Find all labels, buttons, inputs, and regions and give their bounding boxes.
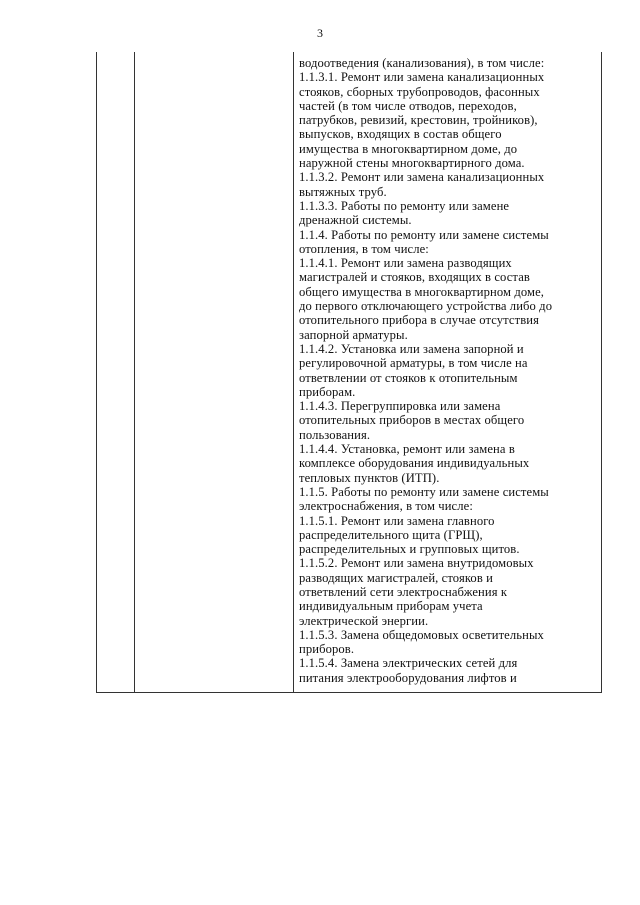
text-line: регулировочной арматуры, в том числе на xyxy=(299,356,528,371)
text-line: запорной арматуры. xyxy=(299,327,408,342)
text-line: отопительных приборов в местах общего xyxy=(299,413,525,428)
text-line: питания электрооборудования лифтов и xyxy=(299,670,517,685)
text-line: разводящих магистралей, стояков и xyxy=(299,570,493,585)
text-line: дренажной системы. xyxy=(299,213,412,228)
text-line: до первого отключающего устройства либо до xyxy=(299,299,553,314)
text-line: имущества в многоквартирном доме, до xyxy=(299,141,518,156)
text-line: магистралей и стояков, входящих в состав xyxy=(299,270,530,285)
text-line: 1.1.5.3. Замена общедомовых осветительных xyxy=(299,627,544,642)
text-line: вытяжных труб. xyxy=(299,184,387,199)
text-line: пользования. xyxy=(299,427,371,442)
column-divider-2 xyxy=(293,52,294,692)
text-line: тепловых пунктов (ИТП). xyxy=(299,470,440,485)
text-line: стояков, сборных трубопроводов, фасонных xyxy=(299,84,540,99)
text-line: 1.1.3.3. Работы по ремонту или замене xyxy=(299,198,510,213)
text-line: водоотведения (канализования), в том числе: xyxy=(299,56,545,70)
text-line: ответвлений сети электроснабжения к xyxy=(299,584,508,599)
text-line: приборам. xyxy=(299,384,356,399)
text-line: 1.1.3.2. Ремонт или замена канализационных xyxy=(299,170,545,185)
text-line: ответвлении от стояков к отопительным xyxy=(299,370,518,385)
text-line: 1.1.4.4. Установка, ремонт или замена в xyxy=(299,442,515,457)
text-line: патрубков, ревизий, крестовин, тройников), xyxy=(299,113,538,128)
text-line: выпусков, входящих в состав общего xyxy=(299,127,502,142)
text-line: 1.1.4.3. Перегруппировка или замена xyxy=(299,399,501,414)
column-divider-1 xyxy=(134,52,135,692)
text-line: 1.1.5.1. Ремонт или замена главного xyxy=(299,513,495,528)
text-line: 1.1.4.2. Установка или замена запорной и xyxy=(299,341,524,356)
text-line: 1.1.3.1. Ремонт или замена канализационных xyxy=(299,70,545,85)
text-line: отопительного прибора в случае отсутствия xyxy=(299,313,539,328)
text-line: индивидуальным приборам учета xyxy=(299,599,483,614)
text-line: общего имущества в многоквартирном доме, xyxy=(299,284,545,299)
text-line: приборов. xyxy=(299,642,355,657)
text-line: электрической энергии. xyxy=(299,613,429,628)
text-line: наружной стены многоквартирного дома. xyxy=(299,156,525,171)
document-table xyxy=(96,52,602,693)
page-number: 3 xyxy=(317,26,323,40)
text-line: отопления, в том числе: xyxy=(299,241,429,256)
text-line: 1.1.4. Работы по ремонту или замене системы xyxy=(299,227,549,242)
text-line: электроснабжения, в том числе: xyxy=(299,499,473,514)
text-line: 1.1.5.4. Замена электрических сетей для xyxy=(299,656,518,671)
text-line: 1.1.5. Работы по ремонту или замене системы xyxy=(299,484,549,499)
text-line: распределительных и групповых щитов. xyxy=(299,542,520,557)
work-description-cell xyxy=(299,56,599,685)
text-line: частей (в том числе отводов, переходов, xyxy=(299,98,517,113)
text-line: 1.1.5.2. Ремонт или замена внутридомовых xyxy=(299,556,534,571)
text-line: комплексе оборудования индивидуальных xyxy=(299,456,530,471)
text-line: 1.1.4.1. Ремонт или замена разводящих xyxy=(299,256,512,271)
text-line: распределительного щита (ГРЩ), xyxy=(299,527,483,542)
